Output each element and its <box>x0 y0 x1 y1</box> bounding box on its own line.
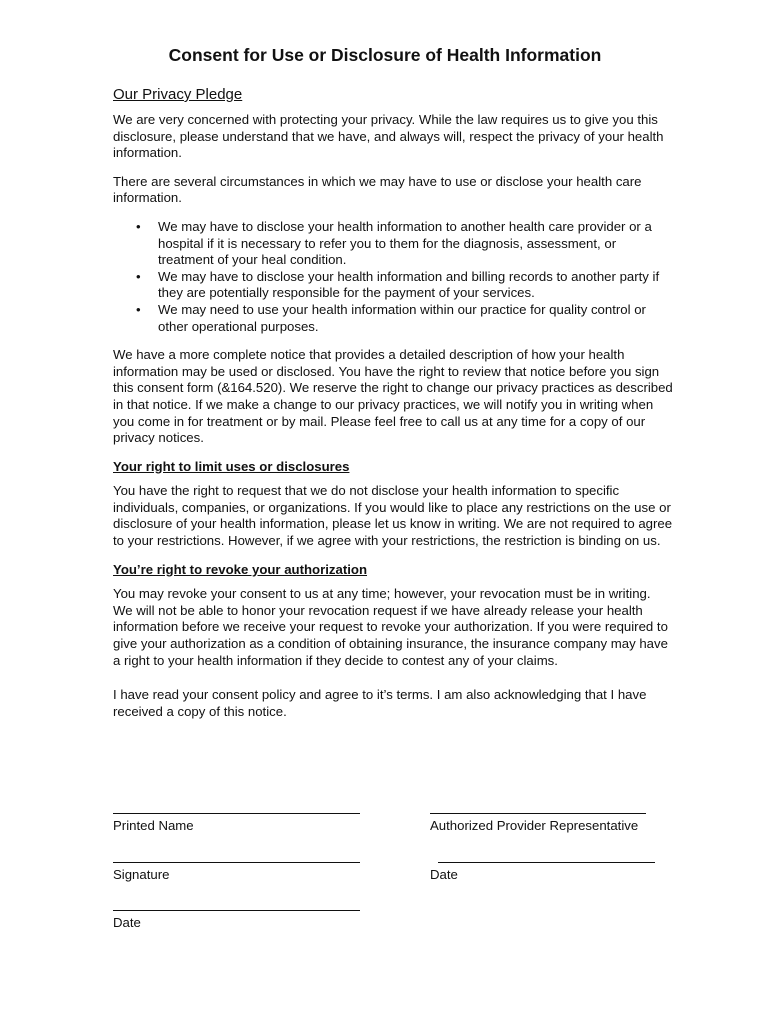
privacy-pledge-heading: Our Privacy Pledge <box>113 86 243 103</box>
list-item-text: We may have to disclose your health information to another health care provider or a hospital if it is necessary to refer you to them for the diagnosis, assessment, or treatment of your heal condition. <box>158 218 652 268</box>
list-item <box>136 268 673 302</box>
date-line-left[interactable] <box>113 897 360 911</box>
pledge-paragraph: We are very concerned with protecting your privacy. While the law requires us to give you this disclosure, please understand that we have, and always will, respect the privacy of your health information. <box>113 112 664 161</box>
circumstances-paragraph: There are several circumstances in which we may have to use or disclose your health care information. <box>113 173 642 206</box>
circumstances-list <box>113 219 673 335</box>
signature-label: Signature <box>113 867 170 882</box>
page-title: Consent for Use or Disclosure of Health Information <box>168 45 602 65</box>
bullet-icon: • <box>136 301 141 317</box>
bullet-icon: • <box>136 218 141 234</box>
limit-uses-paragraph: You have the right to request that we do not disclose your health information to specific individuals, companies, or organizations. If you would like to place any restrictions on the use or disclosure of your health information, please let us know in writing. We are not required to agree to your restrictions. However, if we agree with your restrictions, the restriction is binding on us. <box>113 483 673 549</box>
bullet-icon: • <box>136 268 141 284</box>
revoke-authorization-paragraph: You may revoke your consent to us at any time; however, your revocation must be in writing. We will not be able to honor your revocation request if we have already release your health information before we receive your request to revoke your authorization. If you were required to give your authorization as a condition of obtaining insurance, the insurance company may have a right to your health information if they decide to contest any of your claims. <box>113 586 668 668</box>
notice-paragraph: We have a more complete notice that provides a detailed description of how your health information may be used or disclosed. You have the right to review that notice before you sign this consent form (&164.520). We reserve the right to change our privacy practices as described in that notice. If we make a change to our privacy practices, we will notify you in writing when you come in for treatment or by mail. Please feel free to call us at any time for a copy of our privacy notices. <box>113 347 673 446</box>
date-field-right[interactable] <box>430 849 655 882</box>
signature-line[interactable] <box>113 849 360 863</box>
authorized-representative-field[interactable] <box>430 800 646 833</box>
acknowledgement-paragraph: I have read your consent policy and agree to it’s terms. I am also acknowledging that I have received a copy of this notice. <box>113 687 647 719</box>
signature-field[interactable] <box>113 849 360 882</box>
list-item <box>136 301 673 335</box>
revoke-authorization-heading: You’re right to revoke your authorization <box>113 561 368 577</box>
date-label-left: Date <box>113 915 141 930</box>
document-body <box>113 85 673 732</box>
list-item-text: We may have to disclose your health information and billing records to another party if they are potentially responsible for the payment of your services. <box>158 268 660 301</box>
date-label-right: Date <box>430 867 458 882</box>
date-field-left[interactable] <box>113 897 360 930</box>
printed-name-label: Printed Name <box>113 818 194 833</box>
limit-uses-heading: Your right to limit uses or disclosures <box>113 458 350 474</box>
printed-name-line[interactable] <box>113 800 360 814</box>
printed-name-field[interactable] <box>113 800 360 833</box>
list-item-text: We may need to use your health information within our practice for quality control or other operational purposes. <box>158 301 646 334</box>
date-line-right[interactable] <box>438 849 655 863</box>
authorized-representative-label: Authorized Provider Representative <box>430 818 639 833</box>
authorized-representative-line[interactable] <box>430 800 646 814</box>
list-item <box>136 218 673 269</box>
